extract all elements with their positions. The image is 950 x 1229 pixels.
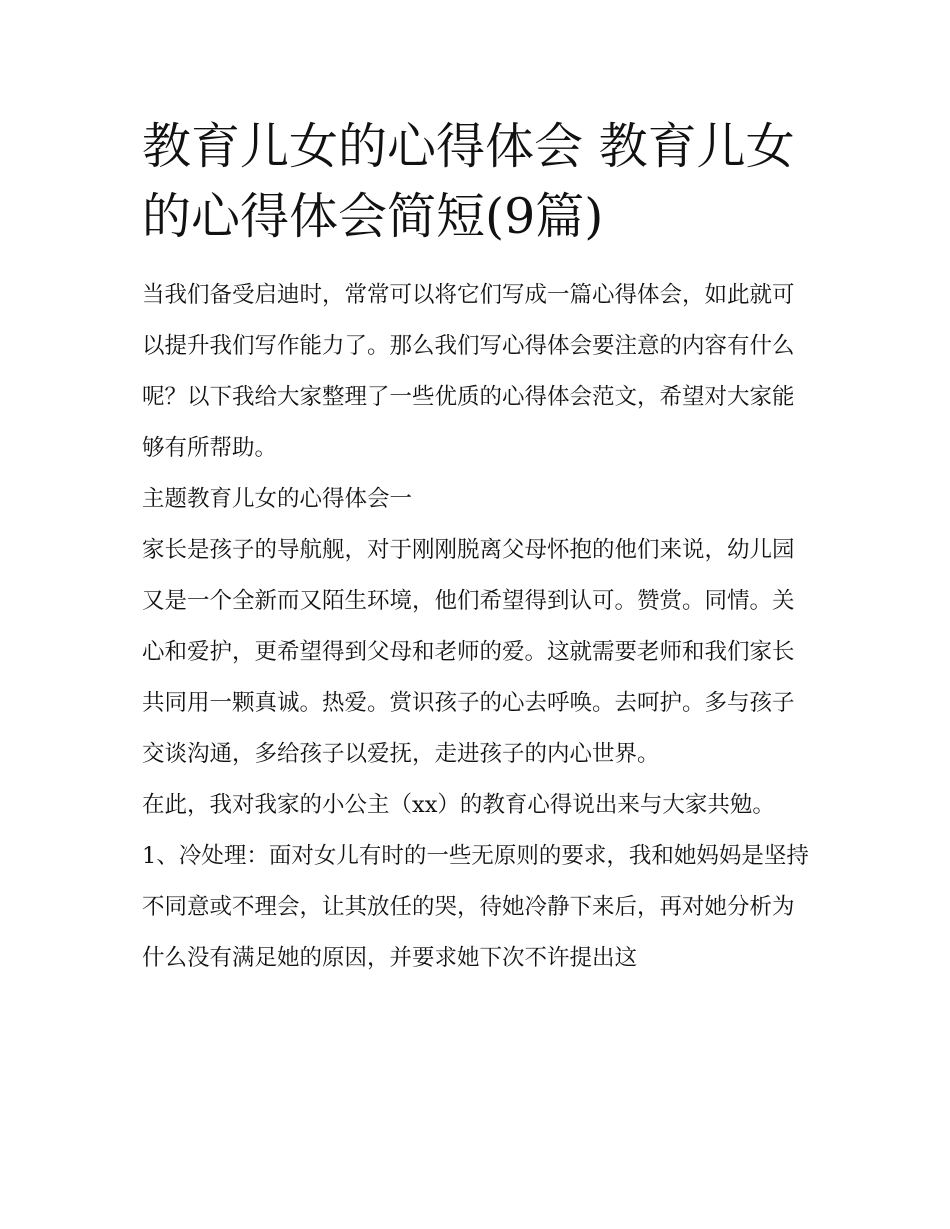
document-body bbox=[142, 112, 814, 984]
document-title: 教育儿女的心得体会 教育儿女的心得体会简短(9篇) bbox=[142, 118, 795, 245]
body-paragraph: 在此，我对我家的小公主（xx）的教育心得说出来与大家共勉。 bbox=[142, 792, 775, 818]
intro-paragraph: 当我们备受启迪时，常常可以将它们写成一篇心得体会，如此就可以提升我们写作能力了。那么我们写心得体会要注意的内容有什么呢？以下我给大家整理了一些优质的心得体会范文，希望对大家能够有所帮助。 bbox=[142, 282, 795, 461]
body-paragraph: 1、冷处理：面对女儿有时的一些无原则的要求，我和她妈妈是坚持不同意或不理会，让其放任的哭，待她冷静下来后，再对她分析为什么没有满足她的原因，并要求她下次不许提出这 bbox=[142, 843, 809, 971]
body-paragraph: 家长是孩子的导航舰，对于刚刚脱离父母怀抱的他们来说，幼儿园又是一个全新而又陌生环境，他们希望得到认可。赞赏。同情。关心和爱护，更希望得到父母和老师的爱。这就需要老师和我们家长共同用一颗真诚。热爱。赏识孩子的心去呼唤。去呵护。多与孩子交谈沟通，多给孩子以爱抚，走进孩子的内心世界。 bbox=[142, 537, 795, 767]
section-heading: 主题教育儿女的心得体会一 bbox=[142, 486, 413, 512]
